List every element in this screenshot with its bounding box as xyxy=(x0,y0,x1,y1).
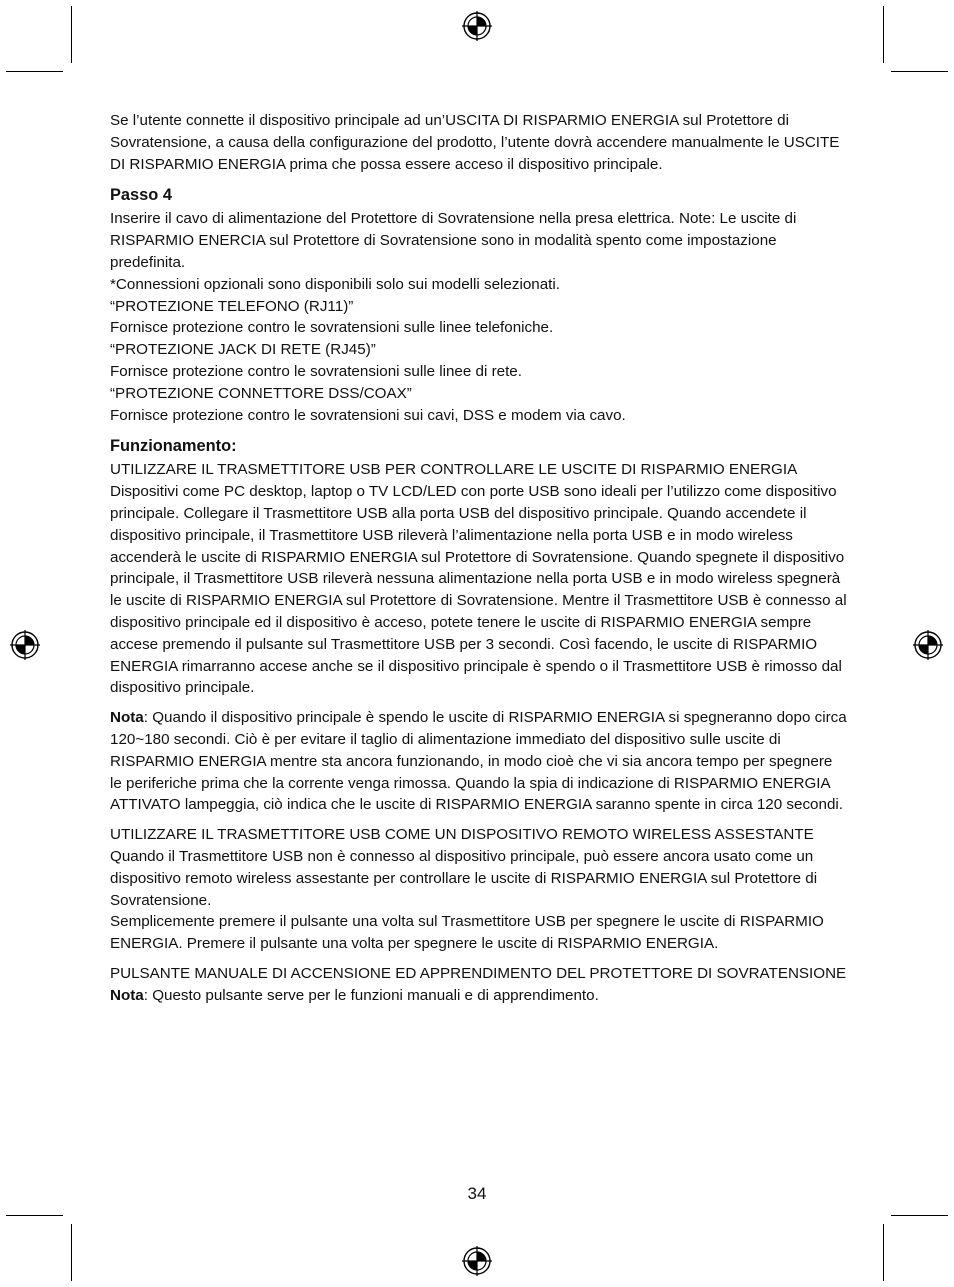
crop-mark xyxy=(6,71,63,72)
note-label: Nota xyxy=(110,986,144,1004)
passo4-line: Fornisce protezione contro le sovratensioni sulle linee di rete. xyxy=(110,362,522,380)
section-paragraph: Dispositivi come PC desktop, laptop o TV LCD/LED con porte USB sono ideali per l’utilizzo come dispositivo principale. Collegare il Trasmettitore USB alla porta USB del dispositivo principale. Quando accendete il dispositivo principale, il Trasmettitore USB rileverà l’alimentazione nella porta USB e in modo wireless accenderà le uscite di RISPARMIO ENERGIA sul Protettore di Sovratensione. Quando spegnete il dispositivo principale, il Trasmettitore USB rileverà nessuna alimentazione nella porta USB e in modo wireless spegnerà le uscite di RISPARMIO ENERGIA sul Protettore di Sovratensione. Mentre il Trasmettitore USB è connesso al dispositivo principale ed il dispositivo è acceso, potete tenere le uscite di RISPARMIO ENERGIA sempre accese premendo il pulsante sul Trasmettitore USB per 3 secondi. Così facendo, le uscite di RISPARMIO ENERGIA rimarranno accese anche se il dispositivo principale è spendo o il Trasmettitore USB è rimosso dal dispositivo principale. xyxy=(110,483,847,697)
passo4-line: Fornisce protezione contro le sovratensioni sulle linee telefoniche. xyxy=(110,319,554,337)
section-title: PULSANTE MANUALE DI ACCENSIONE ED APPRENDIMENTO DEL PROTETTORE DI SOVRATENSIONE xyxy=(110,964,847,982)
crop-mark xyxy=(71,1224,72,1281)
registration-mark-icon xyxy=(913,630,943,660)
note-text: : Questo pulsante serve per le funzioni manuali e di apprendimento. xyxy=(143,986,599,1004)
registration-mark-icon xyxy=(10,630,40,660)
section-title: UTILIZZARE IL TRASMETTITORE USB COME UN DISPOSITIVO REMOTO WIRELESS ASSESTANTE xyxy=(110,826,814,844)
section-title: UTILIZZARE IL TRASMETTITORE USB PER CONTROLLARE LE USCITE DI RISPARMIO ENERGIA xyxy=(110,461,798,479)
note-label: Nota xyxy=(110,709,144,727)
intro-paragraph: Se l’utente connette il dispositivo principale ad un’USCITA DI RISPARMIO ENERGIA sul Protettore di Sovratensione, a causa della configurazione del prodotto, l’utente dovrà accendere manualmente le USCITE DI RISPARMIO ENERGIA prima che possa essere acceso il dispositivo principale. xyxy=(110,112,840,173)
page-number: 34 xyxy=(467,1184,487,1203)
passo4-line: Fornisce protezione contro le sovratensioni sui cavi, DSS e modem via cavo. xyxy=(110,406,626,424)
heading-funzionamento: Funzionamento: xyxy=(110,437,237,456)
crop-mark xyxy=(883,6,884,63)
registration-mark-icon xyxy=(462,11,492,41)
note-paragraph xyxy=(110,707,848,816)
passo4-line: “PROTEZIONE JACK DI RETE (RJ45)” xyxy=(110,341,376,359)
note-paragraph xyxy=(110,985,848,1007)
registration-mark-icon xyxy=(462,1246,492,1276)
note-text: : Quando il dispositivo principale è spendo le uscite di RISPARMIO ENERGIA si spegneranno dopo circa 120~180 secondi. Ciò è per evitare il taglio di alimentazione immediato del dispositivo sulle uscite di RISPARMIO ENERGIA mentre sta ancora funzionando, in modo cioè che vi sia ancora tempo per spegnere le periferiche prima che la corrente venga rimossa. Quando la spia di indicazione di RISPARMIO ENERGIA ATTIVATO lampeggia, ciò indica che le uscite di RISPARMIO ENERGIA saranno spente in circa 120 secondi. xyxy=(110,709,847,814)
crop-mark xyxy=(891,71,948,72)
crop-mark xyxy=(891,1215,948,1216)
crop-mark xyxy=(883,1224,884,1281)
section-paragraph: Quando il Trasmettitore USB non è connesso al dispositivo principale, può essere ancora usato come un dispositivo remoto wireless assestante per controllare le uscite di RISPARMIO ENERGIA sul Protettore di Sovratensione. xyxy=(110,847,818,909)
crop-mark xyxy=(71,6,72,63)
page-content xyxy=(110,110,848,1006)
section-paragraph: Semplicemente premere il pulsante una volta sul Trasmettitore USB per spegnere le uscite di RISPARMIO ENERGIA. Premere il pulsante una volta per spegnere le uscite di RISPARMIO ENERGIA. xyxy=(110,913,824,953)
crop-mark xyxy=(6,1215,63,1216)
heading-passo-4: Passo 4 xyxy=(110,186,172,205)
passo4-line: *Connessioni opzionali sono disponibili solo sui modelli selezionati. xyxy=(110,275,560,293)
passo4-line: “PROTEZIONE CONNETTORE DSS/COAX” xyxy=(110,384,412,402)
passo4-line: “PROTEZIONE TELEFONO (RJ11)” xyxy=(110,297,354,315)
passo4-paragraph: Inserire il cavo di alimentazione del Protettore di Sovratensione nella presa elettrica. Note: Le uscite di RISPARMIO ENERCIA sul Protettore di Sovratensione sono in modalità spento come impostazione predefinita. xyxy=(110,210,797,271)
